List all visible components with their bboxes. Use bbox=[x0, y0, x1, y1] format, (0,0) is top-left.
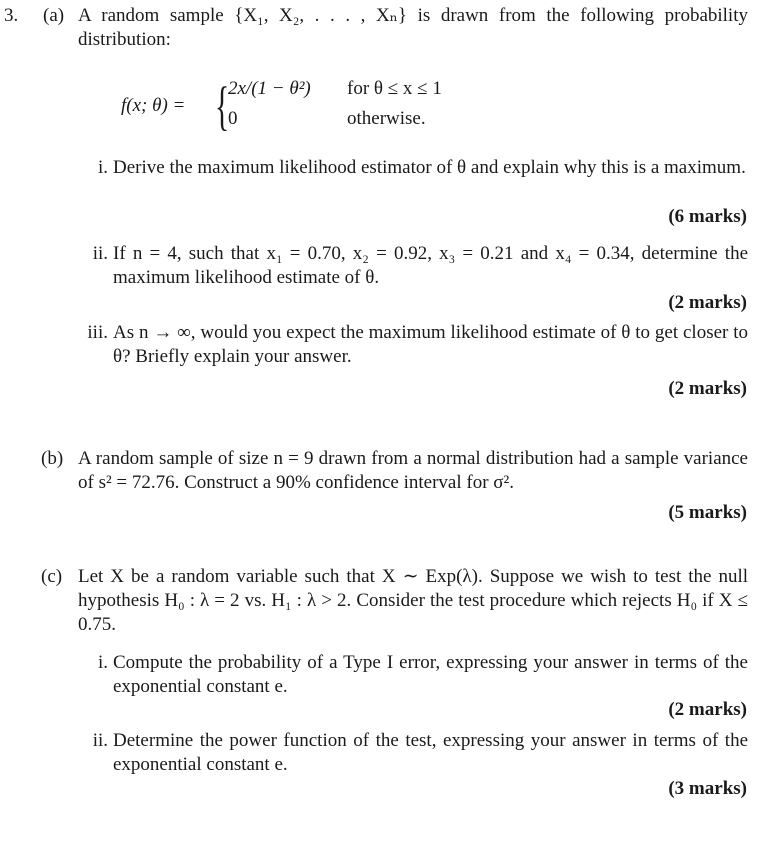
part-c-intro: Let X be a random variable such that X ∼ Exp(λ). Suppose we wish to test the null hypothesis H₀ : λ = 2 vs. H₁ : λ > 2. Consider the test procedure which rejects H₀ if X ≤ 0.75. bbox=[78, 566, 748, 635]
part-b-intro: A random sample of size n = 9 drawn from a normal distribution had a sample variance of s² = 72.76. Construct a 90% confidence interval for σ². bbox=[78, 448, 748, 493]
part-a-item-i-label: i. bbox=[97, 157, 108, 178]
part-c-item-ii-marks: (3 marks) bbox=[668, 778, 747, 799]
part-c-item-i-label: i. bbox=[97, 652, 108, 673]
question-number: 3. bbox=[4, 5, 19, 26]
part-b-marks: (5 marks) bbox=[668, 502, 747, 523]
part-c-item-ii-label: ii. bbox=[92, 730, 108, 751]
part-b-label: (b) bbox=[41, 448, 64, 469]
part-a-item-iii-marks: (2 marks) bbox=[668, 378, 747, 399]
part-c-item-i-text: Compute the probability of a Type I error, expressing your answer in terms of the exponential constant e. bbox=[113, 652, 748, 697]
formula-case1-cond: for θ ≤ x ≤ 1 bbox=[347, 78, 442, 99]
formula-case2-cond: otherwise. bbox=[347, 108, 426, 129]
part-a-item-i-text: Derive the maximum likelihood estimator of θ and explain why this is a maximum. bbox=[113, 157, 746, 178]
part-a-item-ii-marks: (2 marks) bbox=[668, 292, 747, 313]
part-a-intro: A random sample {X₁, X₂, . . . , Xₙ} is drawn from the following probability distribution: bbox=[78, 5, 748, 50]
formula-brace: { bbox=[215, 76, 230, 136]
part-c-item-i-marks: (2 marks) bbox=[668, 699, 747, 720]
part-c-label: (c) bbox=[41, 566, 63, 587]
part-a-item-iii-label: iii. bbox=[87, 322, 108, 343]
part-a-item-iii-text: As n → ∞, would you expect the maximum likelihood estimate of θ to get closer to θ? Briefly explain your answer. bbox=[113, 322, 748, 367]
formula-case2-expr: 0 bbox=[228, 108, 238, 129]
part-a-label: (a) bbox=[43, 5, 65, 26]
formula-lhs: f(x; θ) = bbox=[121, 95, 186, 116]
formula-case1-expr: 2x/(1 − θ²) bbox=[228, 78, 311, 99]
part-a-item-ii-label: ii. bbox=[92, 243, 108, 264]
part-c-item-ii-text: Determine the power function of the test, expressing your answer in terms of the exponential constant e. bbox=[113, 730, 748, 775]
part-a-item-i-marks: (6 marks) bbox=[668, 206, 747, 227]
pdf-formula bbox=[121, 76, 541, 136]
part-a-item-ii-text: If n = 4, such that x₁ = 0.70, x₂ = 0.92, x₃ = 0.21 and x₄ = 0.34, determine the maximum likelihood estimate of θ. bbox=[113, 243, 748, 288]
